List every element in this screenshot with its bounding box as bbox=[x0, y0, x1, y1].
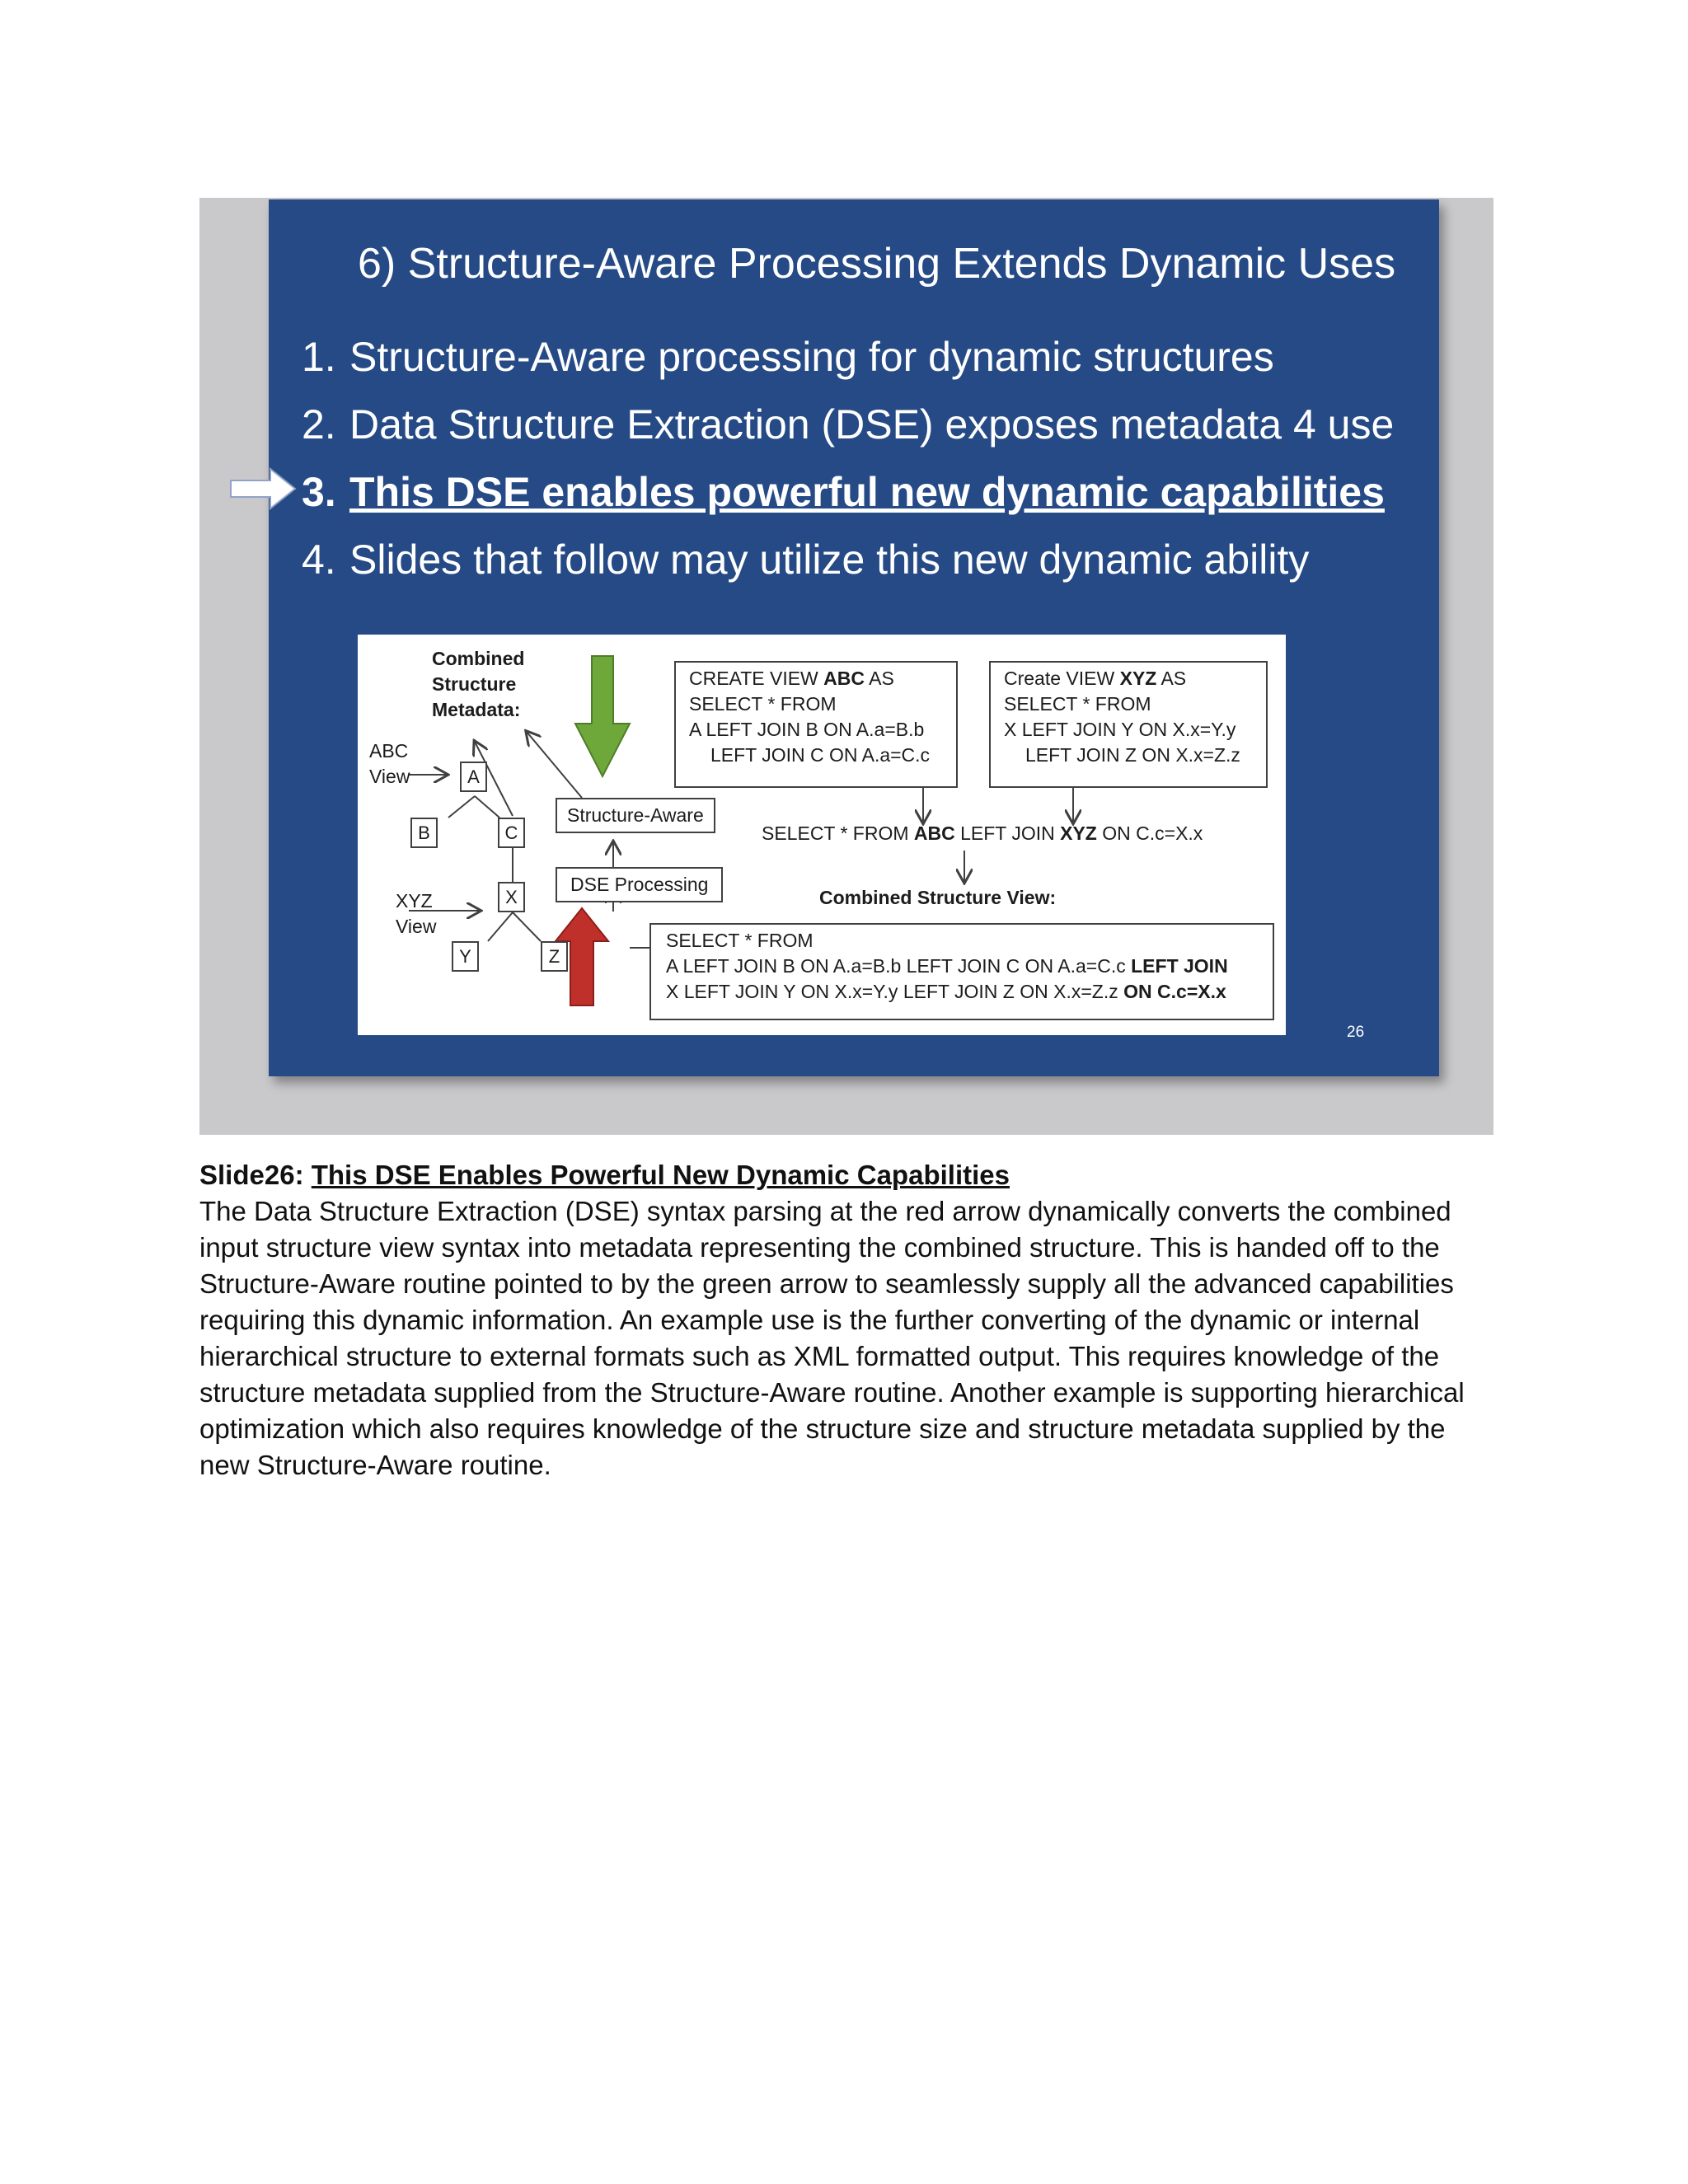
node-x: X bbox=[498, 882, 525, 912]
slide-bullet-3-highlighted bbox=[302, 468, 1385, 516]
node-c: C bbox=[498, 818, 525, 848]
slide-title: 6) Structure-Aware Processing Extends Dynamic Uses bbox=[358, 240, 1396, 288]
combined-structure-view-label: Combined Structure View: bbox=[819, 887, 1057, 908]
bullet-text: Data Structure Extraction (DSE) exposes metadata 4 use bbox=[349, 401, 1395, 448]
combined-metadata-label: Combined Structure Metadata: bbox=[432, 648, 525, 720]
create-view-xyz-box: Create VIEW XYZ AS SELECT * FROM X LEFT JOIN Y ON X.x=Y.y LEFT JOIN Z ON X.x=Z.z bbox=[989, 661, 1268, 788]
slide-number: 26 bbox=[1347, 1024, 1365, 1041]
node-z: Z bbox=[541, 941, 568, 972]
node-a: A bbox=[460, 762, 487, 792]
abc-view-label: ABC View bbox=[369, 740, 410, 787]
caption-prefix: Slide26: bbox=[199, 1160, 312, 1190]
combined-sql-box: SELECT * FROM A LEFT JOIN B ON A.a=B.b LEFT JOIN C ON A.a=C.c LEFT JOIN X LEFT JOIN Y ON X.x=Y.y LEFT JOIN Z ON X.x=Z.z ON C.c=X.x bbox=[649, 923, 1274, 1020]
bullet-number: 1. bbox=[302, 334, 336, 380]
bullet-number: 2. bbox=[302, 401, 336, 448]
slide-bullet-4 bbox=[302, 536, 1309, 583]
dse-processing-box: DSE Processing bbox=[556, 867, 723, 902]
caption-title bbox=[199, 1157, 1502, 1193]
dse-diagram bbox=[358, 635, 1286, 1035]
create-view-abc-box: CREATE VIEW ABC AS SELECT * FROM A LEFT JOIN B ON A.a=B.b LEFT JOIN C ON A.a=C.c bbox=[674, 661, 958, 788]
bullet-number: 4. bbox=[302, 537, 336, 583]
caption-title-text: This DSE Enables Powerful New Dynamic Capabilities bbox=[311, 1160, 1010, 1190]
green-arrow-icon bbox=[575, 656, 630, 776]
structure-aware-box: Structure-Aware bbox=[556, 798, 715, 833]
bullet-number: 3. bbox=[302, 469, 336, 515]
bullet-text: This DSE enables powerful new dynamic capabilities bbox=[349, 469, 1385, 515]
slide-image-frame bbox=[199, 198, 1493, 1135]
slide-caption bbox=[199, 1157, 1502, 1483]
bullet-text: Slides that follow may utilize this new dynamic ability bbox=[349, 537, 1310, 583]
caption-body: The Data Structure Extraction (DSE) syntax parsing at the red arrow dynamically converts the combined input structure view syntax into metadata representing the combined structure. This is handed off to the Structure-Aware routine pointed to by the green arrow to seamlessly supply all the advanced capabilities requiring this dynamic information. An example use is the further converting of the dynamic or internal hierarchical structure to external formats such as XML formatted output. This requires knowledge of the structure metadata supplied from the Structure-Aware routine. Another example is supporting hierarchical optimization which also requires knowledge of the structure size and structure metadata supplied by the new Structure-Aware routine. bbox=[199, 1196, 1465, 1480]
bullet-text: Structure-Aware processing for dynamic structures bbox=[349, 334, 1274, 380]
view-abc-line-1: CREATE VIEW ABC AS bbox=[689, 668, 894, 689]
view-xyz-line-1: Create VIEW XYZ AS bbox=[1004, 668, 1187, 689]
xyz-view-label: XYZ View bbox=[396, 890, 437, 937]
slide bbox=[269, 199, 1439, 1076]
select-abc-xyz-query: SELECT * FROM ABC LEFT JOIN XYZ ON C.c=X.x bbox=[762, 823, 1203, 844]
node-y: Y bbox=[452, 941, 479, 972]
pointer-arrow-icon bbox=[229, 467, 297, 510]
slide-bullet-1 bbox=[302, 333, 1274, 381]
node-b: B bbox=[410, 818, 438, 848]
slide-bullet-2 bbox=[302, 401, 1394, 448]
